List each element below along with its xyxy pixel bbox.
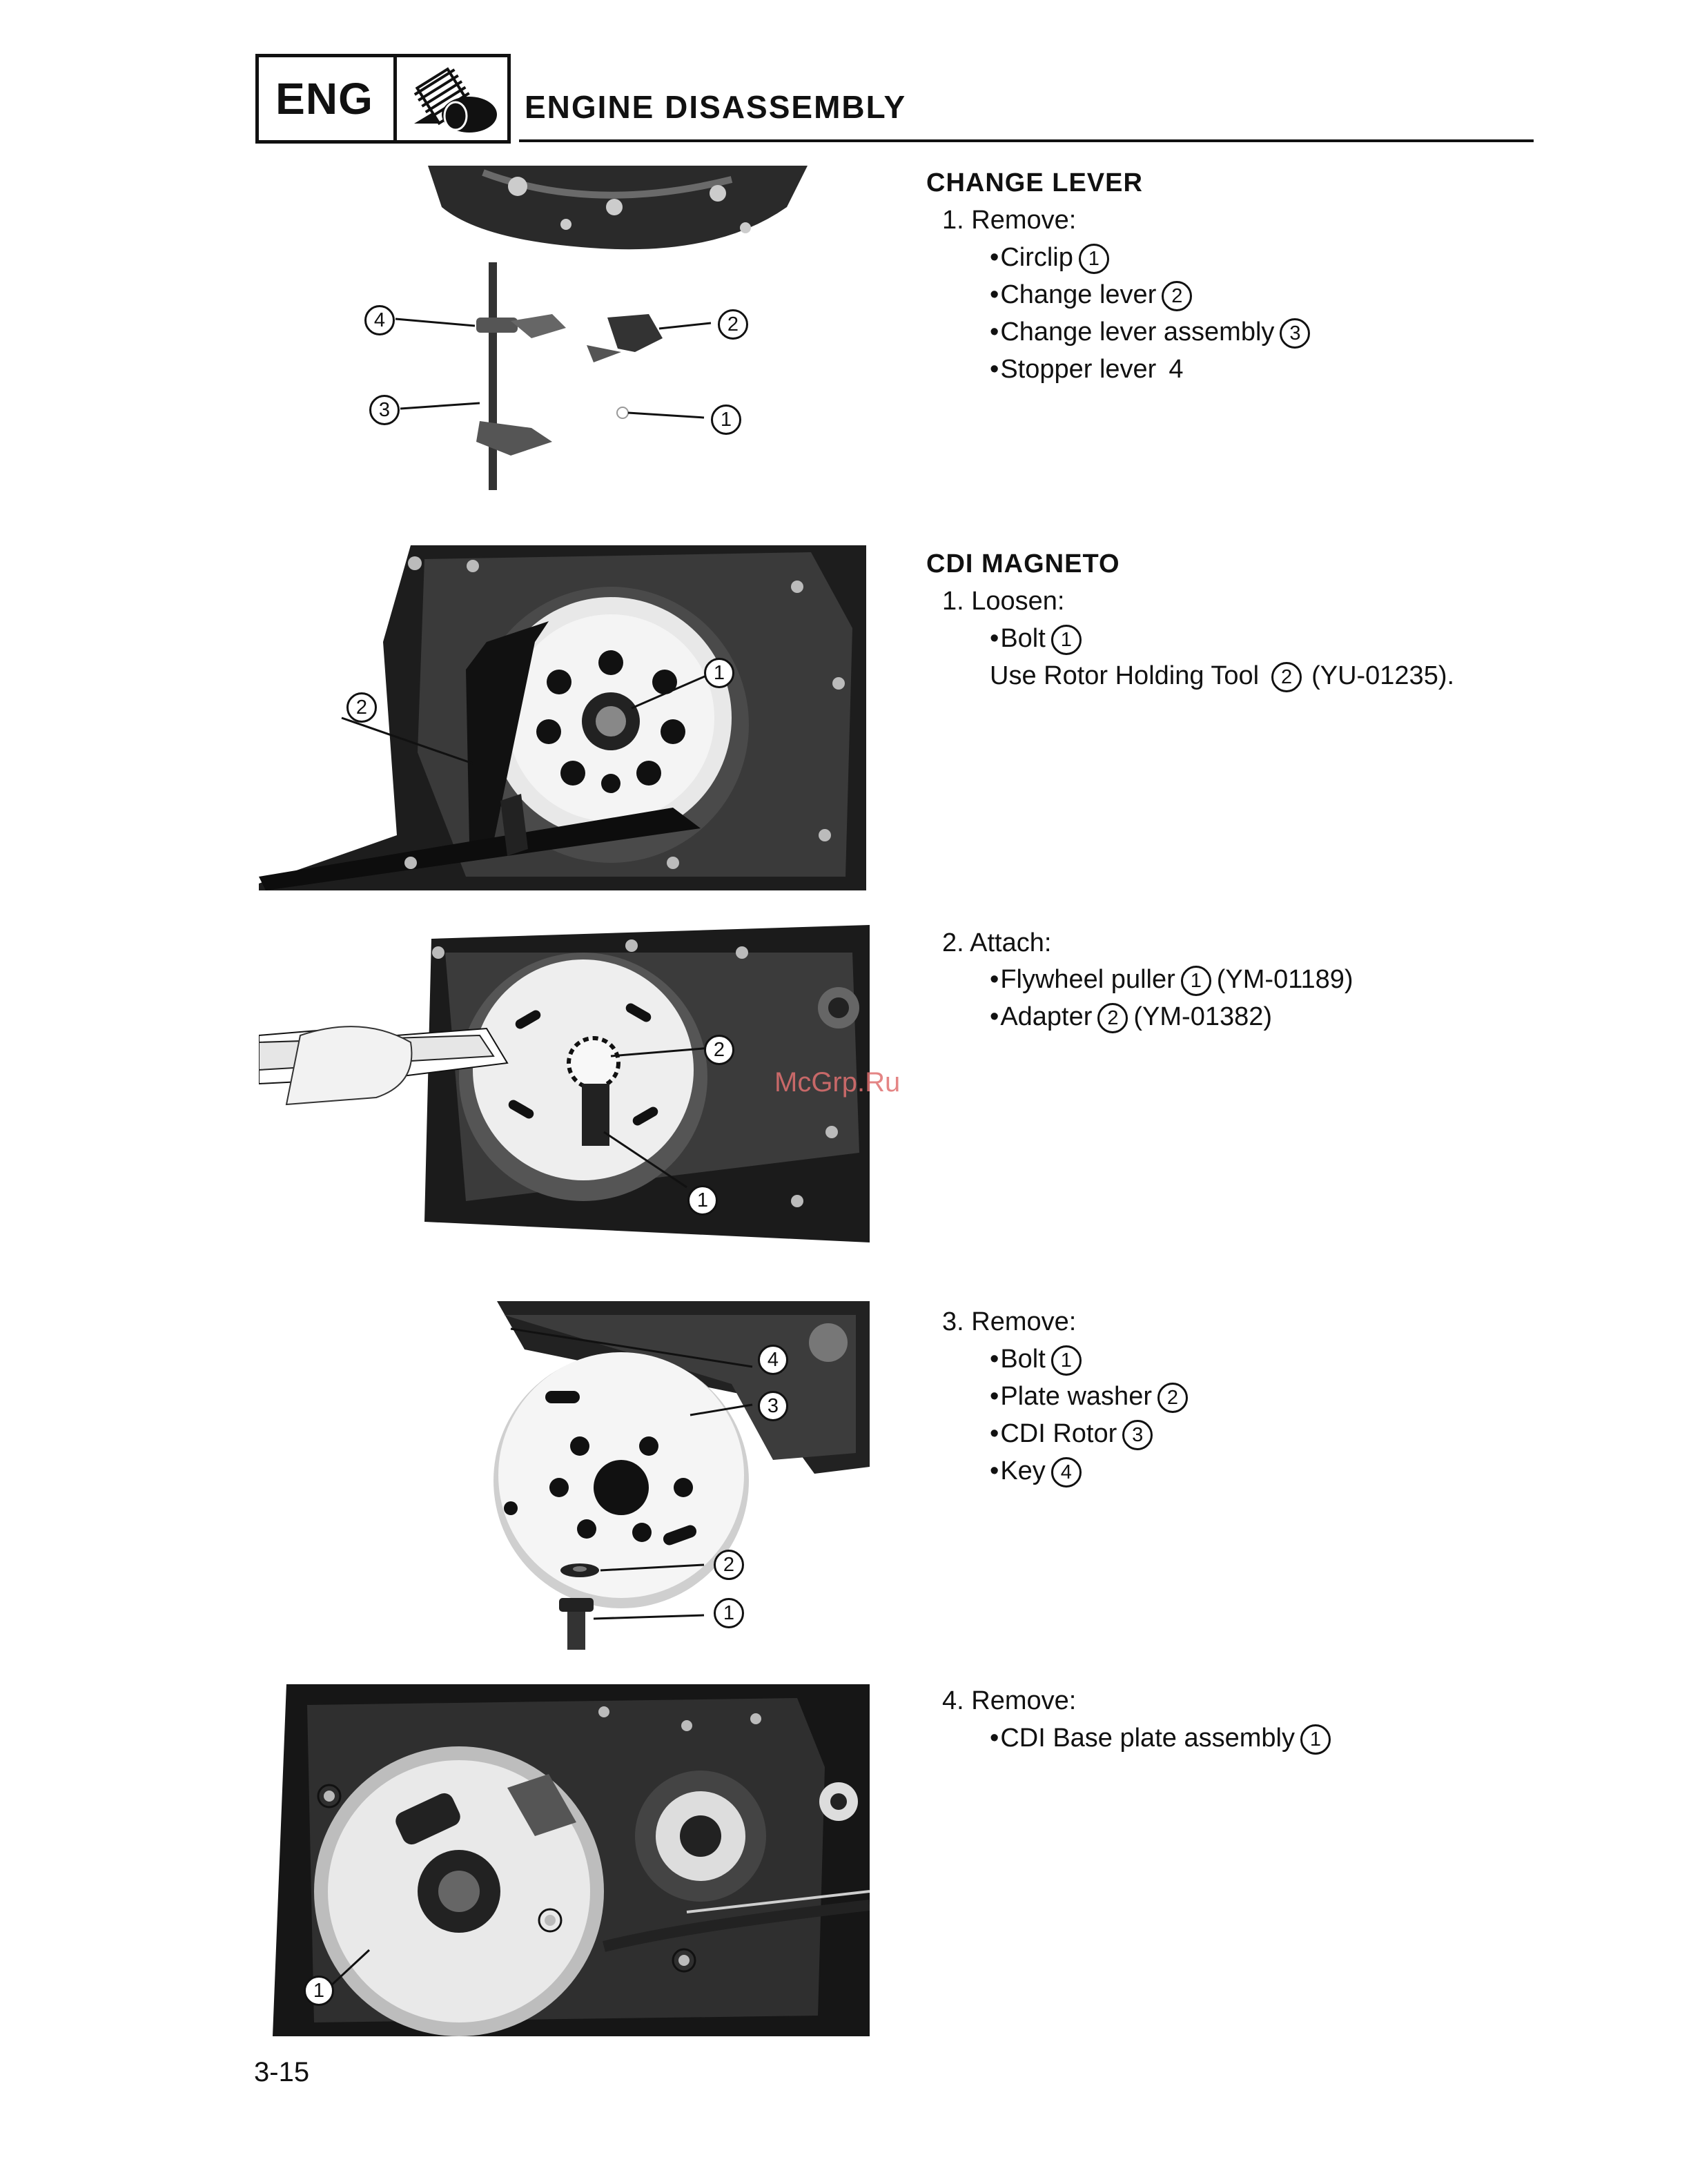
list-item: • Adapter 2 (YM-01382) <box>990 1002 1272 1033</box>
section-title-change-lever: CHANGE LEVER <box>926 168 1143 197</box>
list-item: • Bolt 1 <box>990 1345 1082 1376</box>
callout-2: 2 <box>346 692 377 723</box>
step-remove-rotor: 3. Remove: <box>942 1307 1077 1336</box>
callout-3: 3 <box>369 395 400 425</box>
list-item: • Plate washer 2 <box>990 1382 1188 1413</box>
callout-2: 2 <box>718 309 748 340</box>
list-item: • Change lever 2 <box>990 280 1192 311</box>
step-attach: 2. Attach: <box>942 928 1052 957</box>
callout-1: 1 <box>687 1185 718 1216</box>
page-title: ENGINE DISASSEMBLY <box>525 89 907 125</box>
callout-1: 1 <box>714 1598 744 1628</box>
list-item: • Key 4 <box>990 1456 1082 1488</box>
engine-icon <box>400 58 509 139</box>
step-remove-base-plate: 4. Remove: <box>942 1686 1077 1715</box>
list-item: • Circlip 1 <box>990 243 1109 274</box>
page-number: 3-15 <box>254 2057 310 2087</box>
list-item: • CDI Rotor 3 <box>990 1419 1153 1450</box>
callout-1: 1 <box>704 658 734 688</box>
callout-2: 2 <box>704 1035 734 1065</box>
callout-4: 4 <box>364 305 395 335</box>
callout-1: 1 <box>711 404 741 435</box>
list-item: • Bolt 1 <box>990 624 1082 655</box>
figure-base-plate <box>273 1684 870 2036</box>
header-rule <box>519 139 1534 142</box>
callout-3: 3 <box>758 1391 788 1421</box>
callout-2: 2 <box>714 1550 744 1580</box>
header-divider <box>393 54 397 144</box>
watermark: McGrp.Ru <box>774 1067 901 1098</box>
section-title-cdi-magneto: CDI MAGNETO <box>926 549 1120 578</box>
list-item: • Stopper lever 4 <box>990 355 1183 384</box>
section-code: ENG <box>275 74 373 124</box>
tool-note: Use Rotor Holding Tool 2 (YU-01235). <box>990 661 1454 692</box>
step-loosen: 1. Loosen: <box>942 587 1065 616</box>
list-item: • Change lever assembly 3 <box>990 318 1310 349</box>
step-remove: 1. Remove: <box>942 206 1077 235</box>
list-item: • CDI Base plate assembly 1 <box>990 1724 1331 1755</box>
callout-4: 4 <box>758 1345 788 1375</box>
list-item: • Flywheel puller 1 (YM-01189) <box>990 965 1353 996</box>
callout-1: 1 <box>304 1976 334 2006</box>
